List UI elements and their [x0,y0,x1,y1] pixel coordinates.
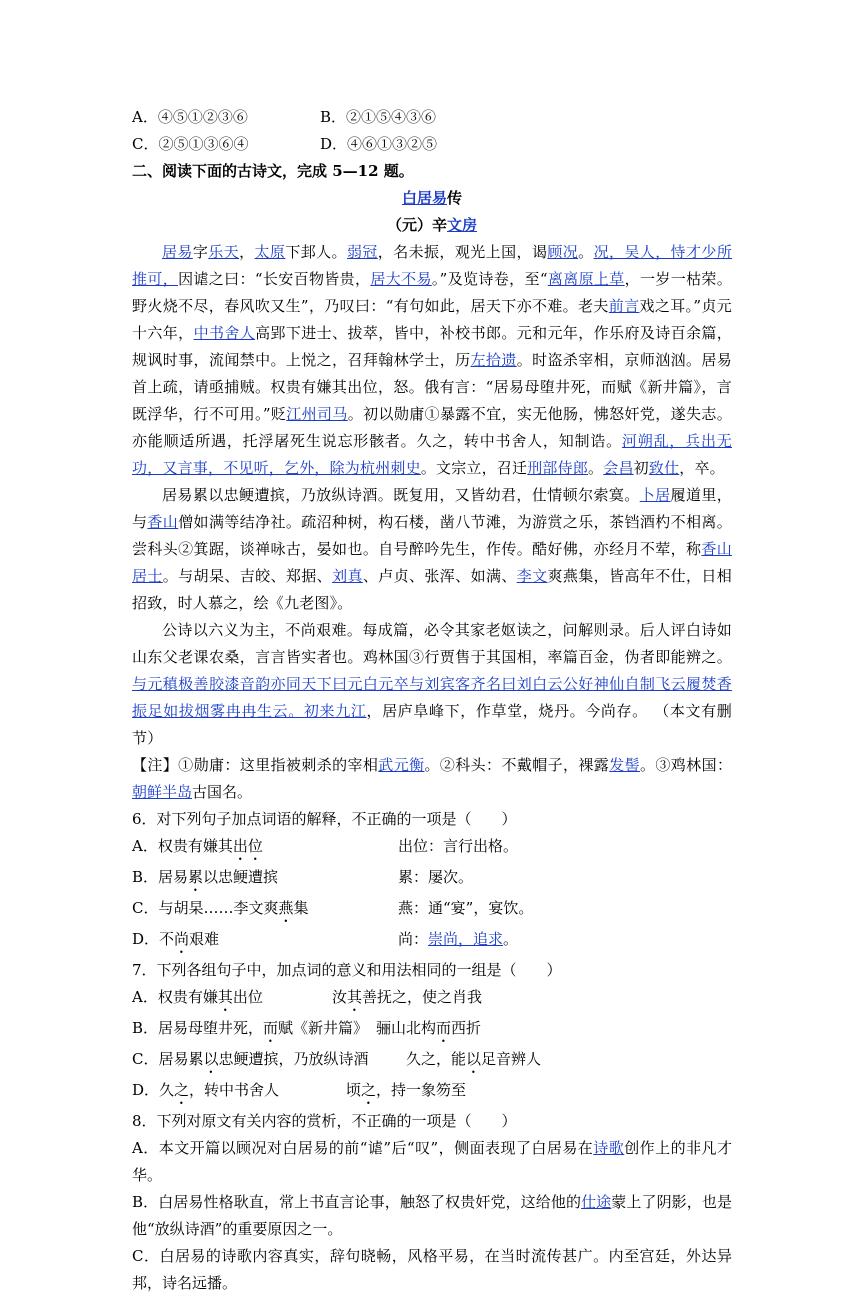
dotted-word: 以 [203,1050,219,1068]
text: 。 [578,243,594,261]
text: 顷 [346,1081,362,1099]
link[interactable]: 初来 [303,702,336,720]
text: 戏之耳。”贞元十六年， [132,297,732,342]
link[interactable]: 刘白 [516,675,548,693]
text: 集 [293,899,309,917]
document-page [132,104,732,1297]
choice-left [132,833,398,864]
option-row [132,104,732,131]
text: 、卢贞、张浑、如满、 [362,567,517,585]
text: 汝 [332,988,348,1006]
link[interactable]: 况，吴人，恃才少所推可， [132,243,733,288]
choice-left [132,1077,346,1108]
question-6 [132,806,732,957]
choice-left [132,1015,369,1046]
choice-row [132,926,732,957]
link[interactable]: 卜居 [639,486,671,504]
link[interactable]: 刺史 [390,459,421,477]
dotted-word: 尚 [174,930,190,948]
text: C．居易累 [132,1050,204,1068]
choice-row [132,984,732,1015]
question-8 [132,1108,732,1297]
article-title [132,185,732,212]
link[interactable]: 香山居士 [132,540,732,585]
text: 居易累以忠鲠遭摈，乃放纵诗酒。既复用，又皆幼君，仕情顿尔索寞。 [162,486,640,504]
choice-row [132,1077,732,1108]
choice-left [132,895,398,926]
text: 创作上的非凡才华。 [132,1139,732,1184]
link[interactable]: 刘真 [332,567,363,585]
text: ，持一象笏至 [376,1081,467,1099]
article-author [132,212,732,239]
link[interactable]: 发髻 [609,756,640,774]
choice-row [132,864,732,895]
dotted-word: 累 [188,868,204,886]
link[interactable]: 刑部侍郎 [527,459,589,477]
link[interactable]: 前言 [608,297,640,315]
text: ， [239,243,255,261]
text: 艰难 [189,930,220,948]
question-7 [132,957,732,1108]
text: 因谑之曰：“长安百物皆贵， [178,270,371,288]
text: ，居庐阜峰下，作草堂，烧丹。今尚存。 [366,702,648,720]
text: 公诗以六义为主，不尚艰难。每成篇，必令其家老妪读之，问解则录。后人评白诗如山东父老课农桑，言言皆实者也。鸡林国③行贾售于其国相，率篇百金，伪者即能辨之。 [132,621,732,666]
section-heading: 二、阅读下面的古诗文，完成 5—12 题。 [132,162,414,180]
text: 赋《新井篇》 [278,1019,369,1037]
text: 尚： [398,930,429,948]
choice-a [132,1135,732,1189]
text: 下邽人。 [285,243,347,261]
text: 高郢下进士、拔萃，皆中，补校书郎。元和元年，作乐府及诗百余篇，规讽时事，流闻禁中。上悦之，召拜翰林学士，历 [132,324,732,369]
deletion-note: （本文有删节） [132,702,732,747]
link[interactable]: 武元衡 [378,756,425,774]
dotted-word: 其 [347,988,363,1006]
text: A．权贵有嫌 [132,988,218,1006]
text: A．权贵有嫌其 [132,837,233,855]
option-d: D．④⑥①③②⑤ [320,135,438,153]
text: ，名未振，观光上国，谒 [377,243,548,261]
text: 【注】①勋庸：这里指被刺杀的宰相 [132,756,379,774]
text: ，一岁一枯荣。野火烧不尽，春风吹又生”，乃叹曰：“有句如此，居天下亦不难。老夫 [132,270,732,315]
choice-b [132,1189,732,1243]
choice-right: 燕：通“宴”，宴饮。 [398,899,534,917]
text: 僧如满等结净社。疏沼种树，构石楼，凿八节滩，为游赏之乐，茶铛酒杓不相离。尝科头②箕踞，谈禅咏古，晏如也。自号醉吟先生，作传。酷好佛，亦经月不荤，称 [132,513,732,558]
text: B．白居易性格耿直，常上书直言论事，触怒了权贵奸党，这给他的 [132,1193,582,1211]
choice-right: 出位：言行出格。 [398,837,519,855]
text: 。 [588,459,604,477]
choice-c: C．白居易的诗歌内容真实，辞句晓畅，风格平易，在当时流传甚广。内至宫廷，外达异邦，诗名远播。 [132,1247,732,1292]
link[interactable]: 河朔乱，兵出无功，又言事，不见听，乞外，除为 [132,432,732,477]
text: 骊山北构 [376,1019,437,1037]
link[interactable]: 仕途 [581,1193,612,1211]
text: 爽燕集，皆高年不仕，日相招致，时人慕之，绘《九老图》。 [132,567,732,612]
choice-row [132,1046,732,1077]
link[interactable]: 神仙 [593,675,625,693]
link[interactable]: 太原 [254,243,286,261]
text: 。与胡杲、吉皎、郑据、 [162,567,333,585]
text: 西折 [451,1019,482,1037]
text: B．居易母堕井死， [132,1019,264,1037]
link[interactable]: 与元稹 [132,675,179,693]
link[interactable]: 音韵 [239,675,271,693]
link[interactable]: 居易 [162,243,193,261]
text: 。初以勋庸①暴露不宜，实无他肠，怫怒奸党，遂失志。亦能顺适所遇，托浮屠死生说忘形骸者。久之，转中书舍人，知制诰。 [132,405,732,450]
link[interactable]: 杭州 [360,459,391,477]
text: 古国名。 [192,783,253,801]
dotted-word: 其 [217,988,233,1006]
choice-row [132,833,732,864]
text: 出位 [232,988,263,1006]
author-prefix: （元）辛 [386,216,447,234]
text: 。②科头：不戴帽子，裸露 [424,756,610,774]
dotted-word: 之 [361,1081,377,1099]
text: D．久 [132,1081,175,1099]
dotted-word: 之 [174,1081,190,1099]
option-c: C．②⑤①③⑥④ [132,135,249,153]
choice-left [132,864,398,895]
link[interactable]: 朝鲜半岛 [132,783,193,801]
footnote [132,752,732,806]
text: 蒙上了阴影，也是他“放纵诗酒”的重要原因之一。 [132,1193,732,1238]
dotted-word: 而 [436,1019,452,1037]
text: 善抚之，使之肖我 [362,988,483,1006]
choice-left [132,984,332,1015]
question-stem: 6．对下列句子加点词语的解释，不正确的一项是（ ） [132,810,517,828]
link[interactable]: 极善胶漆 [178,675,240,693]
paragraph-2 [132,482,732,617]
link[interactable]: 李文 [516,567,548,585]
option-a: A．④⑤①②③⑥ [132,108,248,126]
text: A．本文开篇以顾况对白居易的前“谑”后“叹”，侧面表现了白居易在 [132,1139,594,1157]
choice-row [132,1015,732,1046]
link[interactable]: 崇尚，追求 [428,930,504,948]
dotted-word: 以 [466,1050,482,1068]
link[interactable]: 中书舍人 [193,324,256,342]
link[interactable]: 离离原上草 [547,270,625,288]
text: 。时盗杀宰相，京师汹汹。居易首上疏，请亟捕贼。权贵有嫌其出位，怒。俄有言：“居易母堕井死，而赋《新井篇》，言既浮华，行不可用。”贬 [132,351,732,423]
question-stem: 8．下列对原文有关内容的赏析，不正确的一项是（ ） [132,1112,517,1130]
text: 久之，能 [406,1050,467,1068]
text: 足音辨人 [481,1050,542,1068]
text: B．居易 [132,868,189,886]
question-stem: 7．下列各组句子中，加点词的意义和用法相同的一组是（ ） [132,961,562,979]
paragraph-1 [132,239,732,482]
title-rest: 传 [447,189,463,207]
text: 。文宗立，召迁 [420,459,528,477]
dotted-word: 出位 [232,837,263,855]
text: ，转中书舍人 [189,1081,280,1099]
text: 。”及览诗卷，至“ [431,270,548,288]
link[interactable]: 云公好 [547,675,594,693]
text: 忠鲠遭摈，乃放纵诗酒 [218,1050,369,1068]
title-link[interactable]: 白居易 [401,189,447,207]
dotted-word: 燕 [278,899,294,917]
text: 字 [192,243,209,261]
link[interactable]: 会昌 [603,459,634,477]
paragraph-3 [132,617,732,752]
choice-row [132,895,732,926]
text: 履道里，与 [132,486,732,531]
text: C．与胡杲……李文爽 [132,899,279,917]
link[interactable]: 乐天 [208,243,240,261]
text: 。③鸡林国： [640,756,732,774]
text: 初 [633,459,649,477]
link[interactable]: 致仕 [648,459,680,477]
text: 以忠鲠遭摈 [203,868,279,886]
link[interactable]: 左拾遗 [470,351,517,369]
link[interactable]: 顾况 [547,243,579,261]
link[interactable]: 诗歌 [593,1139,625,1157]
choice-left [132,926,398,957]
link[interactable]: 江州司马 [286,405,348,423]
option-row [132,131,732,158]
text: ，卒。 [679,459,725,477]
choice-left [132,1046,369,1077]
author-link[interactable]: 文房 [447,216,478,234]
link[interactable]: 自制飞云履焚香振足如拔烟雾冉冉生云。 [132,675,732,720]
text: D．不 [132,930,175,948]
link[interactable]: 居大不易 [370,270,432,288]
link[interactable]: 亦同天下曰元白元卒与刘宾客齐名曰 [270,675,517,693]
text: 。 [503,930,519,948]
dotted-word: 而 [263,1019,279,1037]
choice-right: 累：屡次。 [398,868,474,886]
option-b: B．②①⑤④③⑥ [320,108,437,126]
link[interactable]: 弱冠 [346,243,378,261]
link[interactable]: 九江 [335,702,367,720]
link[interactable]: 香山 [147,513,179,531]
